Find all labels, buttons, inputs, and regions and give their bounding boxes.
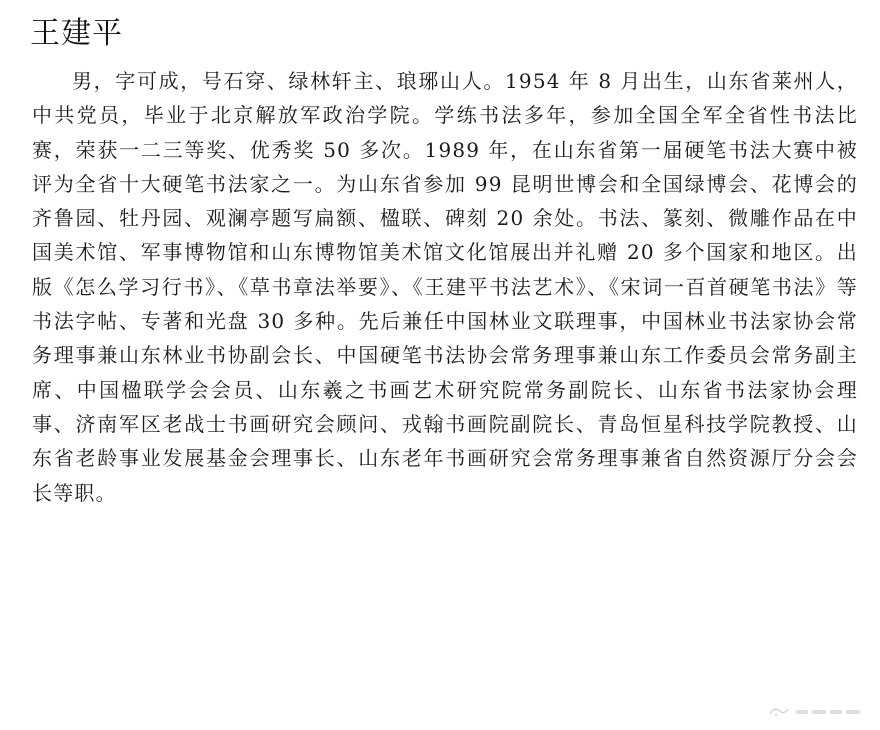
watermark-logo-icon (766, 702, 866, 722)
person-name-title: 王建平 (30, 16, 123, 51)
biography-paragraph: 男，字可成，号石穿、绿林轩主、琅琊山人。1954 年 8 月出生，山东省莱州人，中共党员，毕业于北京解放军政治学院。学练书法多年，参加全国全军全省性书法比赛，荣获一二三等奖、优秀奖 50 多次。1989 年，在山东省第一届硬笔书法大赛中被评为全省十大硬笔书法家之一。为山东省参加 99 昆明世博会和全国绿博会、花博会的齐鲁园、牡丹园、观澜亭题写扁额、楹联、碑刻 20 余处。书法、篆刻、微雕作品在中国美术馆、军事博物馆和山东博物馆美术馆文化馆展出并礼赠 20 多个国家和地区。出版《怎么学习行书》、《草书章法举要》、《王建平书法艺术》、《宋词一百首硬笔书法》等书法字帖、专著和光盘 30 多种。先后兼任中国林业文联理事，中国林业书法家协会常务理事兼山东林业书协副会长、中国硬笔书法协会常务理事兼山东工作委员会常务副主席、中国楹联学会会员、山东羲之书画艺术研究院常务副院长、山东省书法家协会理事、济南军区老战士书画研究会顾问、戎翰书画院副院长、青岛恒星科技学院教授、山东省老龄事业发展基金会理事长、山东老年书画研究会常务理事兼省自然资源厅分会会长等职。 (32, 69, 858, 505)
